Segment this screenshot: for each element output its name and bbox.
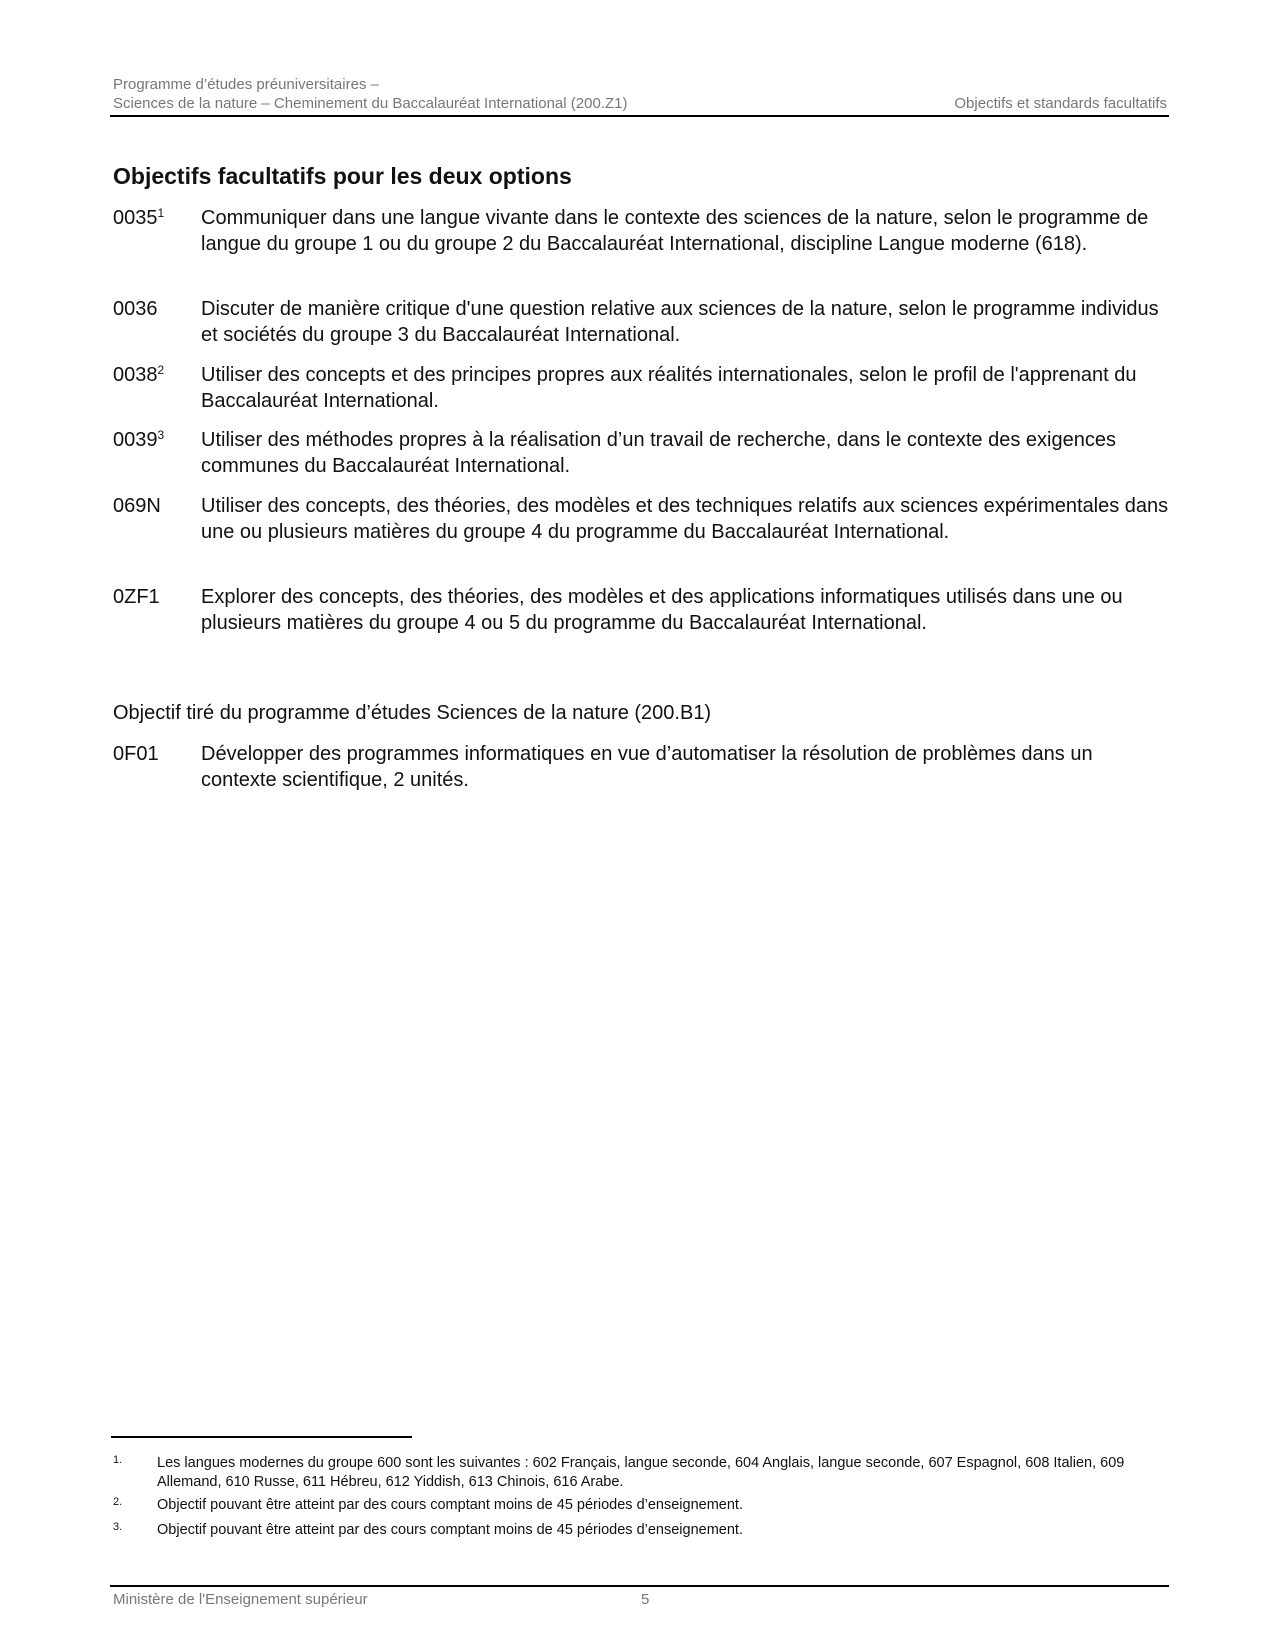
footnote-ref[interactable]: 2 xyxy=(157,363,165,377)
footnote-1 xyxy=(113,1454,1173,1492)
page-number: 5 xyxy=(641,1591,650,1608)
objective-069N xyxy=(113,494,1173,546)
objective-0039 xyxy=(113,428,1173,480)
footer-ministry: Ministère de l'Enseignement supérieur xyxy=(113,1591,368,1608)
footnote-ref[interactable]: 1 xyxy=(157,206,165,220)
objective-text: Développer des programmes informatiques en vue d’automatiser la résolution de problèmes dans un contexte scientifique, 2 unités. xyxy=(201,743,1093,791)
objective-code: 0ZF1 xyxy=(113,586,160,608)
footnote-2 xyxy=(113,1496,1173,1515)
footnote-number: 2. xyxy=(113,1496,123,1508)
objective-code: 0F01 xyxy=(113,743,159,765)
header-line-1: Programme d’études préuniversitaires – xyxy=(113,76,379,93)
header-rule xyxy=(110,115,1169,117)
objective-0ZF1 xyxy=(113,585,1173,637)
objective-code: 0039 xyxy=(113,429,158,451)
footnote-rule xyxy=(111,1436,412,1438)
objective-code: 0036 xyxy=(113,298,158,320)
objective-0035 xyxy=(113,206,1173,258)
header-section: Objectifs et standards facultatifs xyxy=(954,95,1167,112)
objective-text: Utiliser des concepts, des théories, des modèles et des techniques relatifs aux sciences expérimentales dans une ou plusieurs matières du groupe 4 du programme du Baccalauréat International. xyxy=(201,495,1169,543)
objective-text: Utiliser des méthodes propres à la réalisation d’un travail de recherche, dans le contexte des exigences communes du Baccalauréat International. xyxy=(201,429,1116,477)
objective-text: Utiliser des concepts et des principes propres aux réalités internationales, selon le profil de l'apprenant du Baccalauréat International. xyxy=(201,364,1137,412)
subsection-title: Objectif tiré du programme d’études Sciences de la nature (200.B1) xyxy=(113,702,712,724)
objective-0036 xyxy=(113,297,1173,349)
footnote-text: Objectif pouvant être atteint par des cours comptant moins de 45 périodes d’enseignement. xyxy=(157,1497,743,1513)
footer-rule xyxy=(110,1585,1169,1587)
footnote-3 xyxy=(113,1521,1173,1540)
objective-0F01 xyxy=(113,742,1173,794)
footnote-text: Les langues modernes du groupe 600 sont les suivantes : 602 Français, langue seconde, 604 Anglais, langue seconde, 607 Espagnol, 608 Italien, 609 Allemand, 610 Russe, 611 Hébreu, 612 Yiddish, 613 Chinois, 616 Arabe. xyxy=(157,1455,1125,1490)
section-title: Objectifs facultatifs pour les deux options xyxy=(113,163,572,189)
header-line-2: Sciences de la nature – Cheminement du Baccalauréat International (200.Z1) xyxy=(113,95,628,112)
objective-code: 0038 xyxy=(113,364,158,386)
objective-text: Explorer des concepts, des théories, des modèles et des applications informatiques utilisés dans une ou plusieurs matières du groupe 4 ou 5 du programme du Baccalauréat International. xyxy=(201,586,1123,634)
footnote-number: 1. xyxy=(113,1454,123,1466)
footnote-text: Objectif pouvant être atteint par des cours comptant moins de 45 périodes d’enseignement. xyxy=(157,1522,743,1538)
footnote-number: 3. xyxy=(113,1521,123,1533)
objective-text: Discuter de manière critique d'une question relative aux sciences de la nature, selon le programme individus et sociétés du groupe 3 du Baccalauréat International. xyxy=(201,298,1159,346)
header-program xyxy=(113,75,627,113)
objective-code: 069N xyxy=(113,495,161,517)
footnote-ref[interactable]: 3 xyxy=(157,428,165,442)
objective-text: Communiquer dans une langue vivante dans le contexte des sciences de la nature, selon le programme de langue du groupe 1 ou du groupe 2 du Baccalauréat International, discipline Langue moderne (618). xyxy=(201,207,1149,255)
objective-0038 xyxy=(113,363,1173,415)
objective-code: 0035 xyxy=(113,207,158,229)
